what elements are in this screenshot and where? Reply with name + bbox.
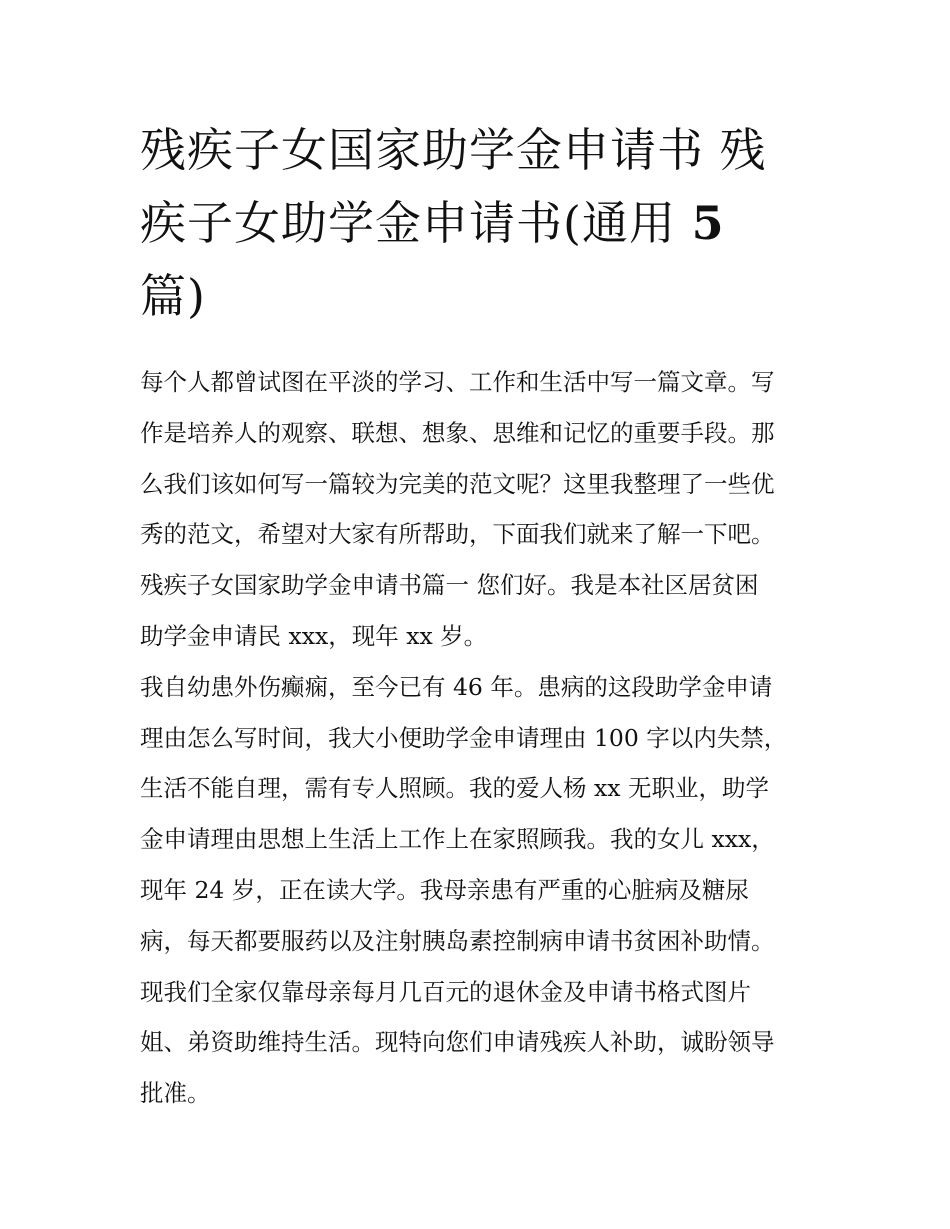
- title-line: 疾子女助学金申请书(通用: [140, 196, 676, 250]
- title-line: 残疾子女国家助学金申请书 残: [140, 123, 767, 177]
- body-line: 金申请理由思想上生活上工作上在家照顾我。我的女儿 xxx，: [140, 825, 775, 854]
- title-line: 篇): [140, 269, 206, 323]
- body-line: 现年 24 岁，正在读大学。我母亲患有严重的心脏病及糖尿: [140, 875, 749, 904]
- document-body: [140, 357, 820, 1119]
- body-line: 姐、弟资助维持生活。现特向您们申请残疾人补助，诚盼领导: [140, 1028, 775, 1057]
- body-line: 残疾子女国家助学金申请书篇一 您们好。我是本社区居贫困: [140, 571, 759, 600]
- body-line: 秀的范文，希望对大家有所帮助，下面我们就来了解一下吧。: [140, 520, 775, 549]
- body-line: 么我们该如何写一篇较为完美的范文呢？这里我整理了一些优: [140, 469, 775, 498]
- body-line: 批准。: [140, 1079, 211, 1108]
- title-number: 5: [691, 196, 725, 250]
- body-line: 每个人都曾试图在平淡的学习、工作和生活中写一篇文章。写: [140, 368, 775, 396]
- body-line: 病，每天都要服药以及注射胰岛素控制病申请书贫困补助情。: [140, 926, 775, 955]
- body-line: 理由怎么写时间，我大小便助学金申请理由 100 字以内失禁，: [140, 723, 788, 752]
- body-line: 作是培养人的观察、联想、想象、思维和记忆的重要手段。那: [140, 418, 775, 447]
- body-line: 生活不能自理，需有专人照顾。我的爱人杨 xx 无职业，助学: [140, 774, 769, 803]
- document-title: [140, 114, 820, 333]
- body-line: 现我们全家仅靠母亲每月几百元的退休金及申请书格式图片: [140, 977, 751, 1006]
- body-line: 助学金申请民 xxx，现年 xx 岁。: [140, 621, 488, 650]
- body-line: 我自幼患外伤癫痫，至今已有 46 年。患病的这段助学金申请: [140, 672, 773, 701]
